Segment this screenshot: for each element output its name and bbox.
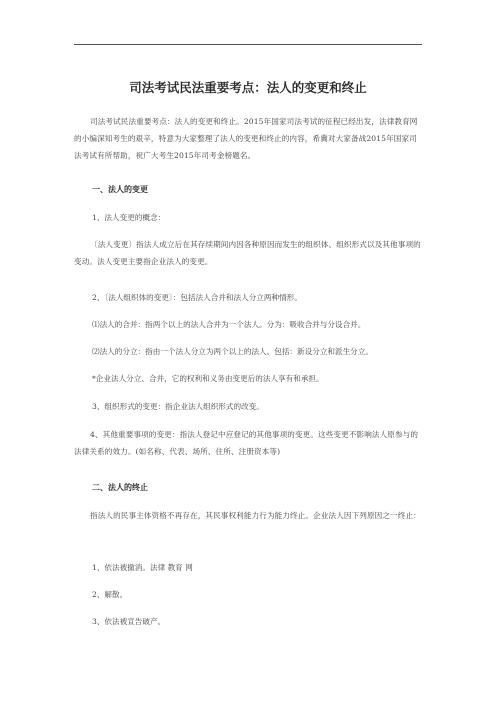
list-item-dissolution: 2、解散。 bbox=[92, 590, 128, 599]
list-item-bankruptcy: 3、依法被宣告破产。 bbox=[92, 617, 166, 626]
list-item-organization-change: 2、〔法人组织体的变更〕：包括法人合并和法人分立两种情形。 bbox=[92, 293, 302, 302]
list-item-other-change: 4、其他重要事项的变更：指法人登记中应登记的其他事项的变更。这些变更不影响法人原参与的法律关系的效力。(如名称、代表、场所、住所、注册资本等) bbox=[74, 430, 419, 456]
list-item-revoked: 1、依法被撤消。法律 教育 网 bbox=[92, 563, 193, 572]
list-item-division: ⑵法人的分立：指由一个法人分立为两个以上的法人。包括：新设分立和派生分立。 bbox=[92, 347, 373, 356]
termination-paragraph: 指法人的民事主体资格不再存在，其民事权利能力行为能力终止。企业法人因下列原因之一终止： bbox=[90, 511, 421, 520]
header-rule bbox=[74, 44, 422, 45]
document-title: 司法考试民法重要考点：法人的变更和终止 bbox=[129, 80, 367, 95]
intro-paragraph: 司法考试民法重要考点：法人的变更和终止。2015年国家司法考试的征程已经出发，法律教育网的小编深知考生的艰辛，特意为大家整理了法人的变更和终止的内容，希冀对大家备战2015年国家司法考试有所帮助，祝广大考生2015年司考金榜题名。 bbox=[74, 117, 418, 160]
section-heading-termination: 二、法人的终止 bbox=[92, 483, 148, 492]
definition-paragraph: 〔法人变更〕指法人成立后在其存续期间内因各种原因而发生的组织体、组织形式以及其他事项的变动。法人变更主要指企业法人的变更。 bbox=[74, 240, 421, 266]
section-heading-change: 一、法人的变更 bbox=[92, 185, 148, 194]
list-item-form-change: 3、组织形式的变更：指企业法人组织形式的改变。 bbox=[92, 402, 264, 411]
list-item-concept: 1、法人变更的概念： bbox=[92, 213, 166, 222]
note-rights-obligations: *企业法人分立、合并，它的权利和义务由变更后的法人享有和承担。 bbox=[92, 374, 324, 383]
list-item-merger: ⑴法人的合并：指两个以上的法人合并为一个法人。分为：吸收合并与分设合并。 bbox=[92, 320, 366, 329]
